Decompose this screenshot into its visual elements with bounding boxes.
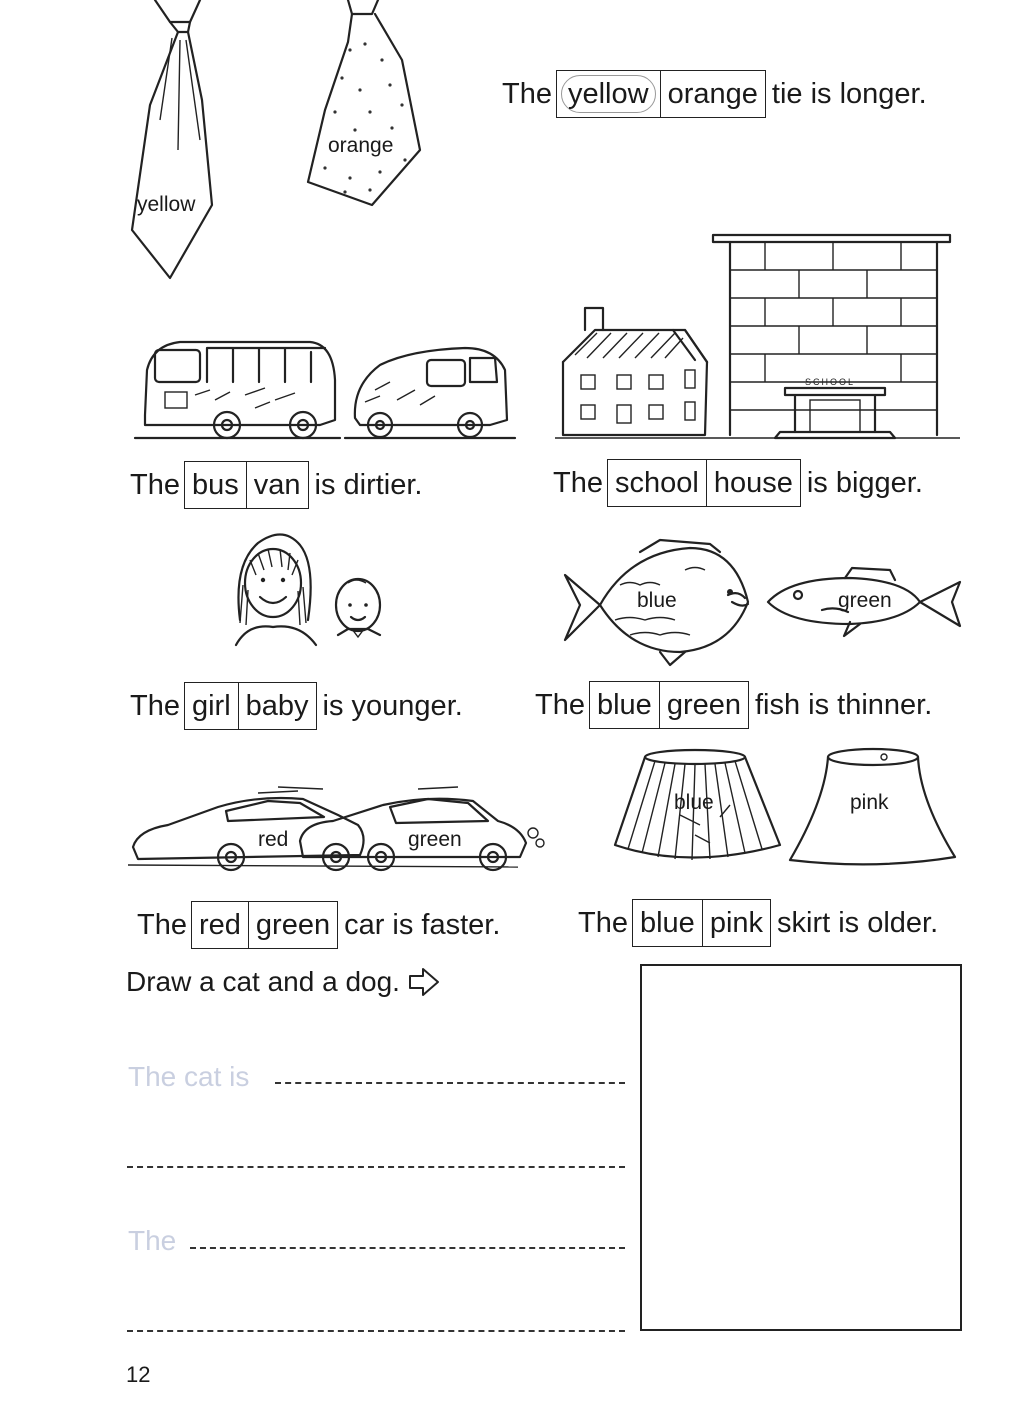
sentence-start: The — [553, 466, 603, 499]
sentence-end: skirt is older. — [777, 906, 939, 939]
sentence-end: tie is longer. — [771, 77, 927, 110]
option-baby[interactable]: baby — [238, 683, 316, 729]
choice-box[interactable] — [589, 681, 749, 729]
house-school-illustration — [555, 230, 960, 445]
sentence-tie — [502, 70, 927, 118]
option-green[interactable]: green — [659, 682, 748, 728]
option-blue[interactable]: blue — [596, 688, 652, 721]
cars-illustration — [128, 785, 548, 880]
sentence-start: The — [130, 468, 180, 501]
tie-label-yellow: yellow — [137, 193, 196, 216]
draw-instruction — [126, 966, 440, 998]
option-school[interactable]: school — [614, 466, 699, 499]
sentence-skirt — [578, 899, 938, 947]
drawing-box[interactable] — [640, 964, 962, 1331]
page-number: 12 — [126, 1362, 151, 1387]
choice-box[interactable] — [632, 899, 771, 947]
choice-box[interactable] — [184, 682, 317, 730]
option-pink[interactable]: pink — [702, 900, 770, 946]
choice-box[interactable] — [607, 459, 801, 507]
school-sign: SCHOOL — [805, 377, 856, 387]
car-label-green: green — [408, 828, 462, 851]
writing-line[interactable] — [127, 1330, 625, 1332]
writing-line[interactable] — [190, 1247, 625, 1249]
sentence-girl — [130, 682, 463, 730]
sentence-start: The — [535, 688, 585, 721]
sentence-end: fish is thinner. — [754, 688, 933, 721]
option-blue[interactable]: blue — [639, 906, 695, 939]
sentence-start: The — [137, 908, 187, 941]
fish-label-green: green — [838, 589, 892, 612]
fish-label-blue: blue — [637, 589, 677, 612]
sentence-start: The — [578, 906, 628, 939]
sentence-fish — [535, 681, 932, 729]
option-bus[interactable]: bus — [191, 468, 239, 501]
tie-label-orange: orange — [328, 134, 394, 157]
option-red[interactable]: red — [198, 908, 241, 941]
sentence-start: The — [130, 689, 180, 722]
girl-baby-illustration — [228, 525, 398, 650]
option-green[interactable]: green — [248, 902, 337, 948]
writing-line[interactable] — [275, 1082, 625, 1084]
writing-guide-dog: The — [128, 1225, 177, 1256]
skirt-label-pink: pink — [850, 791, 889, 814]
skirts-illustration — [610, 745, 960, 870]
sentence-end: car is faster. — [344, 908, 501, 941]
choice-box[interactable] — [184, 461, 309, 509]
sentence-school — [553, 459, 923, 507]
car-label-red: red — [258, 828, 289, 851]
option-van[interactable]: van — [246, 462, 308, 508]
option-house[interactable]: house — [706, 460, 800, 506]
choice-box[interactable] — [556, 70, 766, 118]
skirt-label-blue: blue — [674, 791, 714, 814]
sentence-end: is dirtier. — [314, 468, 423, 501]
option-yellow[interactable]: yellow — [561, 75, 656, 113]
writing-line[interactable] — [127, 1166, 625, 1168]
sentence-end: is bigger. — [806, 466, 923, 499]
sentence-bus — [130, 461, 423, 509]
instruction-text: Draw a cat and a dog. — [126, 966, 400, 997]
sentence-car — [137, 901, 500, 949]
option-orange[interactable]: orange — [660, 71, 765, 117]
sentence-end: is younger. — [322, 689, 463, 722]
option-girl[interactable]: girl — [191, 689, 231, 722]
hollow-right-arrow-icon — [408, 967, 440, 997]
choice-box[interactable] — [191, 901, 338, 949]
bus-van-illustration — [135, 330, 515, 445]
writing-guide-cat: The cat is — [128, 1061, 250, 1092]
sentence-start: The — [502, 77, 552, 110]
fish-illustration — [560, 540, 965, 670]
